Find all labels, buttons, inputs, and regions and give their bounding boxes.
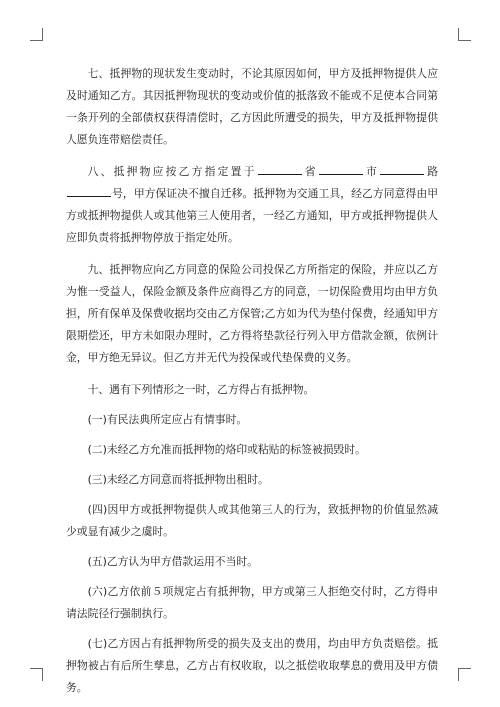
crop-mark-bottom-right bbox=[458, 668, 471, 681]
clause-10-item-4: (四)因甲方或抵押物提供人或其他第三人的行为，致抵押物的价值显然减少或显有减少之虞时。 bbox=[66, 503, 438, 538]
clause-10-item-6: (六)乙方依前５项规定占有抵押物，甲方或第三人拒绝交付时，乙方得申请法院径行强制执行。 bbox=[66, 585, 438, 620]
crop-mark-top-left bbox=[30, 28, 43, 41]
clause-9: 九、抵押物应向乙方同意的保险公司投保乙方所指定的保险，并应以乙方为惟一受益人，保险金额及条件应商得乙方的同意，一切保险费用均由甲方负担，所有保单及保费收据均交由乙方保管;乙方如为代为垫付保费，经通知甲方限期偿还，甲方未如限办理时，乙方得将垫款径行列入甲方借款金额，依例计金，甲方绝无异议。但乙方并无代为投保或代垫保费的义务。 bbox=[66, 263, 438, 364]
clause-10-item-3: (三)未经乙方同意而将抵押物出租时。 bbox=[87, 473, 269, 486]
clause-10-item-2: (二)未经乙方允准而抵押物的烙印或粘贴的标签被损毁时。 bbox=[87, 443, 366, 456]
number-label: 号， bbox=[112, 187, 134, 200]
crop-mark-bottom-left bbox=[30, 668, 43, 681]
clause-8-rest: 甲方保证决不擅自迁移。抵押物为交通工具，经乙方同意得由甲方或抵押物提供人或其他第三人使用者，一经乙方通知，甲方或抵押物提供人应即负责将抵押物停放于指定处所。 bbox=[66, 187, 439, 244]
clause-10-item-1: (一)有民法典所定应占有情事时。 bbox=[87, 413, 248, 426]
city-blank bbox=[319, 162, 363, 175]
clause-8 bbox=[66, 161, 438, 249]
document-body bbox=[66, 63, 438, 699]
road-blank bbox=[380, 162, 424, 175]
clause-8-lead: 八、抵押物应按乙方指定置于 bbox=[87, 165, 257, 178]
road-label: 路 bbox=[425, 165, 438, 178]
clause-10: 十、遇有下列情形之一时，乙方得占有抵押物。 bbox=[87, 383, 315, 396]
clause-7: 七、抵押物的现状发生变动时，不论其原因如何，甲方及抵押物提供人应及时通知乙方。其因抵押物现状的变动或价值的抵落致不能或不足使本合同第一条开列的全部债权获得清偿时，乙方因此所遭受的损失，甲方及抵押物提供人愿负连带赔偿责任。 bbox=[66, 67, 438, 146]
province-label: 省 bbox=[302, 165, 318, 178]
crop-mark-top-right bbox=[458, 28, 471, 41]
clause-10-item-7: (七)乙方因占有抵押物所受的损失及支出的费用，均由甲方负责赔偿。抵押物被占有后所生孳息，乙方占有权收取，以之抵偿收取孳息的费用及甲方债务。 bbox=[66, 637, 438, 694]
number-blank bbox=[67, 184, 111, 197]
city-label: 市 bbox=[363, 165, 379, 178]
clause-10-item-5: (五)乙方认为甲方借款运用不当时。 bbox=[87, 555, 258, 568]
province-blank bbox=[258, 162, 302, 175]
